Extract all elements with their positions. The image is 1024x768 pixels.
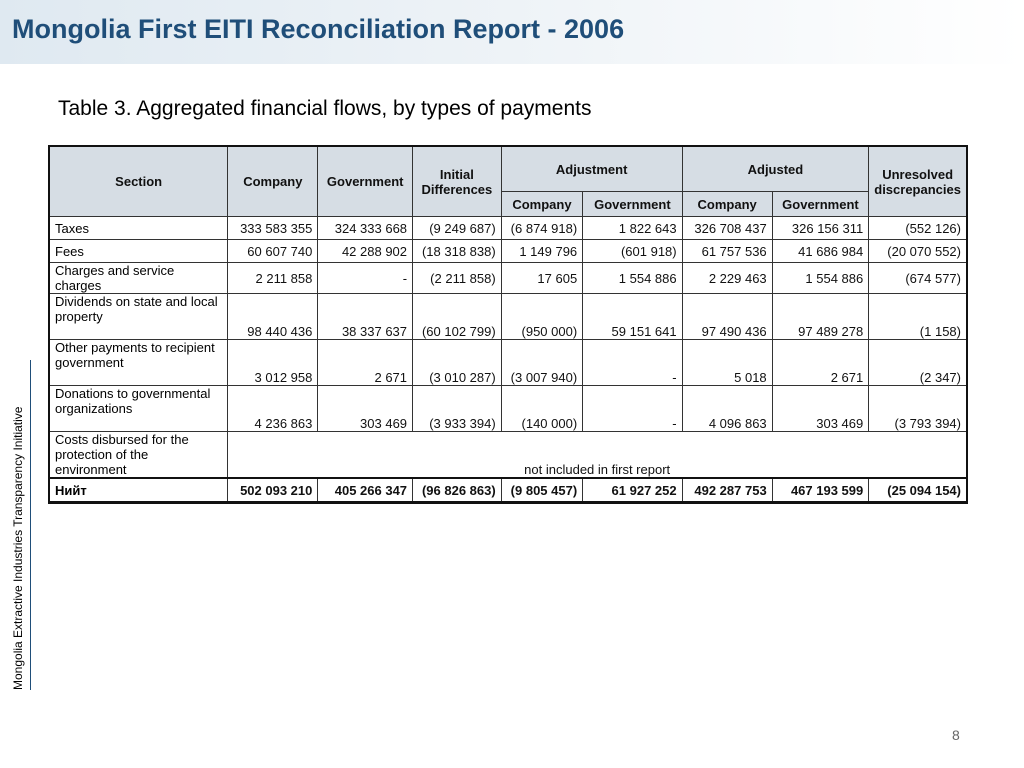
cell-adjusted-government: 326 156 311 bbox=[772, 217, 869, 240]
total-unresolved: (25 094 154) bbox=[869, 478, 967, 503]
total-adjusted-government: 467 193 599 bbox=[772, 478, 869, 503]
total-company: 502 093 210 bbox=[228, 478, 318, 503]
row-section: Charges and service charges bbox=[49, 263, 228, 294]
cell-government: 324 333 668 bbox=[318, 217, 413, 240]
cell-unresolved: (3 793 394) bbox=[869, 386, 967, 432]
cell-adjusted-company: 4 096 863 bbox=[682, 386, 772, 432]
cell-unresolved: (552 126) bbox=[869, 217, 967, 240]
header-government: Government bbox=[318, 146, 413, 217]
cell-initial-differences: (2 211 858) bbox=[413, 263, 502, 294]
cell-government: 42 288 902 bbox=[318, 240, 413, 263]
cell-adjusted-government: 97 489 278 bbox=[772, 294, 869, 340]
header-adjustment-company: Company bbox=[501, 192, 582, 217]
cell-adjustment-government: (601 918) bbox=[583, 240, 682, 263]
row-section: Taxes bbox=[49, 217, 228, 240]
table-row bbox=[49, 294, 967, 340]
cell-company: 4 236 863 bbox=[228, 386, 318, 432]
table-row bbox=[49, 263, 967, 294]
row-section-total: Нийт bbox=[49, 478, 228, 503]
cell-adjustment-government: 1 822 643 bbox=[583, 217, 682, 240]
not-included-note: not included in first report bbox=[228, 432, 967, 479]
cell-company: 2 211 858 bbox=[228, 263, 318, 294]
cell-initial-differences: (18 318 838) bbox=[413, 240, 502, 263]
cell-adjusted-company: 61 757 536 bbox=[682, 240, 772, 263]
cell-adjustment-government: 59 151 641 bbox=[583, 294, 682, 340]
cell-government: - bbox=[318, 263, 413, 294]
cell-adjusted-company: 326 708 437 bbox=[682, 217, 772, 240]
header-company: Company bbox=[228, 146, 318, 217]
row-section: Donations to governmental organizations bbox=[49, 386, 228, 432]
table-row bbox=[49, 240, 967, 263]
table-row-environment bbox=[49, 432, 967, 479]
table-row bbox=[49, 386, 967, 432]
header-initial-differences: Initial Differences bbox=[413, 146, 502, 217]
table-row bbox=[49, 340, 967, 386]
table-caption: Table 3. Aggregated financial flows, by types of payments bbox=[58, 97, 592, 120]
cell-government: 2 671 bbox=[318, 340, 413, 386]
cell-company: 60 607 740 bbox=[228, 240, 318, 263]
cell-adjustment-company: 17 605 bbox=[501, 263, 582, 294]
cell-company: 3 012 958 bbox=[228, 340, 318, 386]
table-row-total bbox=[49, 478, 967, 503]
cell-adjusted-government: 41 686 984 bbox=[772, 240, 869, 263]
cell-adjusted-government: 1 554 886 bbox=[772, 263, 869, 294]
cell-unresolved: (674 577) bbox=[869, 263, 967, 294]
cell-adjustment-government: - bbox=[583, 340, 682, 386]
side-vertical-label: Mongolia Extractive Industries Transparency Initiative bbox=[8, 360, 31, 690]
page-number: 8 bbox=[952, 727, 960, 743]
table-row bbox=[49, 217, 967, 240]
header-adjusted-company: Company bbox=[682, 192, 772, 217]
cell-adjustment-government: - bbox=[583, 386, 682, 432]
header-adjustment: Adjustment bbox=[501, 146, 682, 192]
cell-adjustment-company: (6 874 918) bbox=[501, 217, 582, 240]
cell-company: 98 440 436 bbox=[228, 294, 318, 340]
cell-initial-differences: (60 102 799) bbox=[413, 294, 502, 340]
cell-adjusted-company: 97 490 436 bbox=[682, 294, 772, 340]
cell-adjustment-company: (3 007 940) bbox=[501, 340, 582, 386]
row-section: Dividends on state and local property bbox=[49, 294, 228, 340]
total-adjustment-government: 61 927 252 bbox=[583, 478, 682, 503]
cell-government: 38 337 637 bbox=[318, 294, 413, 340]
cell-initial-differences: (9 249 687) bbox=[413, 217, 502, 240]
total-adjusted-company: 492 287 753 bbox=[682, 478, 772, 503]
cell-initial-differences: (3 933 394) bbox=[413, 386, 502, 432]
financial-flows-table bbox=[48, 145, 968, 504]
cell-government: 303 469 bbox=[318, 386, 413, 432]
cell-unresolved: (2 347) bbox=[869, 340, 967, 386]
cell-adjusted-government: 2 671 bbox=[772, 340, 869, 386]
total-adjustment-company: (9 805 457) bbox=[501, 478, 582, 503]
cell-adjusted-company: 2 229 463 bbox=[682, 263, 772, 294]
slide-header bbox=[0, 0, 1024, 64]
header-adjustment-government: Government bbox=[583, 192, 682, 217]
cell-adjustment-company: 1 149 796 bbox=[501, 240, 582, 263]
slide-title: Mongolia First EITI Reconciliation Report - 2006 bbox=[12, 14, 625, 44]
total-initial-differences: (96 826 863) bbox=[413, 478, 502, 503]
row-section: Fees bbox=[49, 240, 228, 263]
header-adjusted: Adjusted bbox=[682, 146, 869, 192]
cell-adjusted-company: 5 018 bbox=[682, 340, 772, 386]
cell-adjustment-company: (140 000) bbox=[501, 386, 582, 432]
cell-adjustment-government: 1 554 886 bbox=[583, 263, 682, 294]
header-unresolved: Unresolved discrepancies bbox=[869, 146, 967, 217]
row-section: Other payments to recipient government bbox=[49, 340, 228, 386]
cell-unresolved: (20 070 552) bbox=[869, 240, 967, 263]
cell-initial-differences: (3 010 287) bbox=[413, 340, 502, 386]
cell-company: 333 583 355 bbox=[228, 217, 318, 240]
row-section: Costs disbursed for the protection of the environment bbox=[49, 432, 228, 479]
header-adjusted-government: Government bbox=[772, 192, 869, 217]
cell-adjusted-government: 303 469 bbox=[772, 386, 869, 432]
cell-adjustment-company: (950 000) bbox=[501, 294, 582, 340]
cell-unresolved: (1 158) bbox=[869, 294, 967, 340]
header-section: Section bbox=[49, 146, 228, 217]
total-government: 405 266 347 bbox=[318, 478, 413, 503]
